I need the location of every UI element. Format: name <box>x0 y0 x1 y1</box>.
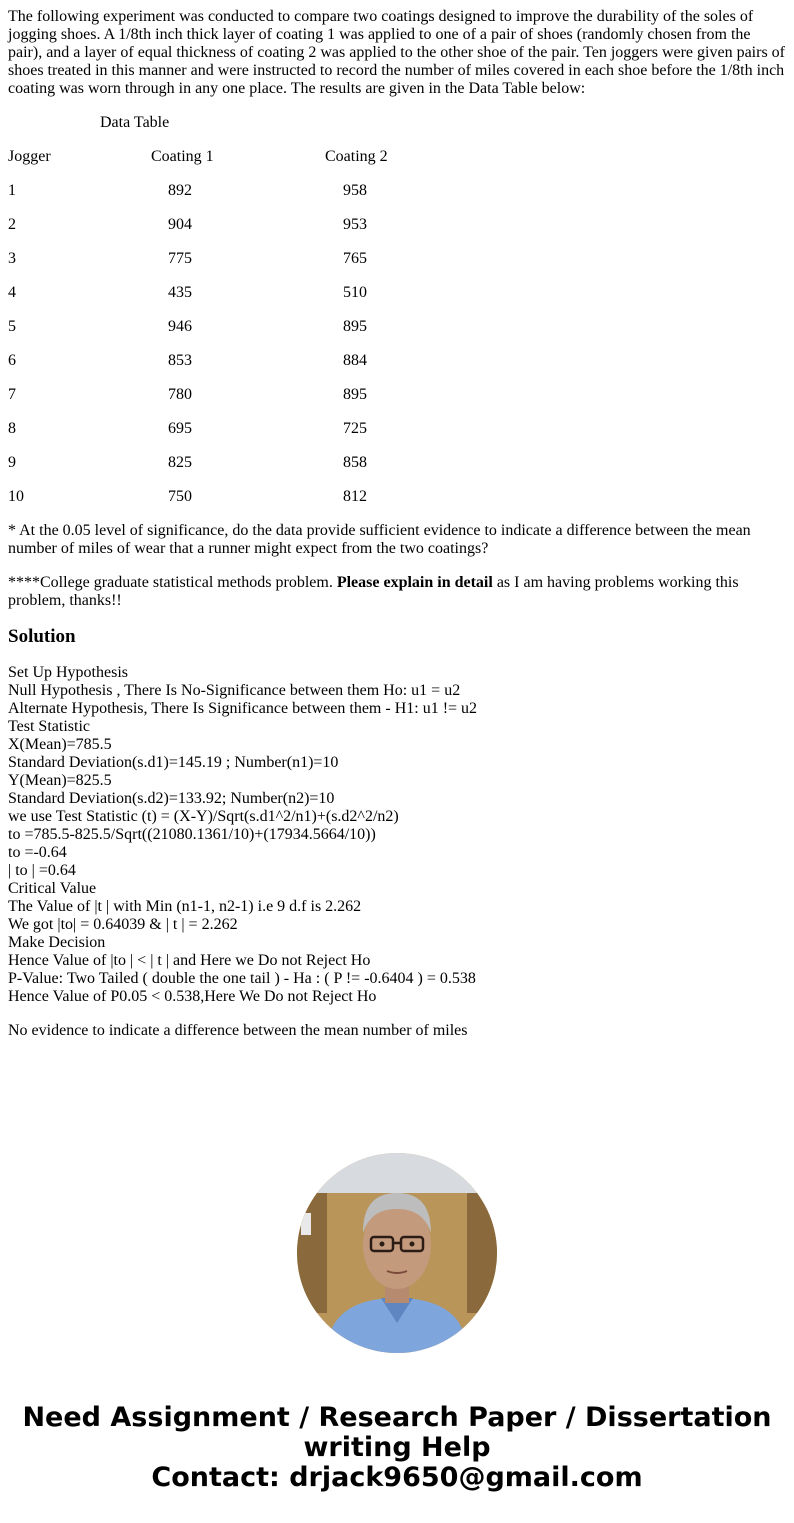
note-prefix: ****College graduate statistical methods problem. <box>8 574 337 591</box>
solution-line: Critical Value <box>8 880 97 897</box>
data-table-row <box>8 454 788 472</box>
solution-line: Y(Mean)=825.5 <box>8 772 112 789</box>
coating-1-cell: 750 <box>168 488 192 505</box>
solution-line: we use Test Statistic (t) = (X-Y)/Sqrt(s.d1^2/n1)+(s.d2^2/n2) <box>8 808 399 825</box>
solution-line: X(Mean)=785.5 <box>8 736 112 753</box>
solution-conclusion: No evidence to indicate a difference between the mean number of miles <box>8 1022 468 1039</box>
header-coating-2: Coating 2 <box>325 148 388 165</box>
coating-1-cell: 780 <box>168 386 192 403</box>
header-jogger: Jogger <box>8 148 51 165</box>
coating-2-cell: 958 <box>343 182 367 199</box>
jogger-cell: 1 <box>8 182 16 199</box>
promo-banner <box>0 1403 794 1493</box>
solution-line: | to | =0.64 <box>8 862 76 879</box>
coating-2-cell: 858 <box>343 454 367 471</box>
coating-2-cell: 725 <box>343 420 367 437</box>
solution-line: P-Value: Two Tailed ( double the one tail ) - Ha : ( P != -0.6404 ) = 0.538 <box>8 970 476 987</box>
data-table-row <box>8 318 788 336</box>
coating-2-cell: 953 <box>343 216 367 233</box>
coating-1-cell: 853 <box>168 352 192 369</box>
jogger-cell: 2 <box>8 216 16 233</box>
coating-1-cell: 946 <box>168 318 192 335</box>
solution-heading: Solution <box>8 626 76 647</box>
jogger-cell: 5 <box>8 318 16 335</box>
data-table-row <box>8 488 788 506</box>
coating-1-cell: 904 <box>168 216 192 233</box>
solution-line: Standard Deviation(s.d1)=145.19 ; Number(n1)=10 <box>8 754 339 771</box>
data-table-body <box>8 182 788 506</box>
jogger-cell: 10 <box>8 488 24 505</box>
question-intro: The following experiment was conducted to compare two coatings designed to improve the durability of the soles of jogging shoes. A 1/8th inch thick layer of coating 1 was applied to one of a pair of shoes (randomly chosen from the pair), and a layer of equal thickness of coating 2 was applied to the other shoe of the pair. Ten joggers were given pairs of shoes treated in this manner and were instructed to record the number of miles covered in each shoe before the 1/8th inch coating was worn through in any one place. The results are given in the Data Table below: <box>8 8 785 97</box>
header-coating-1: Coating 1 <box>151 148 214 165</box>
solution-line: to =785.5-825.5/Sqrt((21080.1361/10)+(17934.5664/10)) <box>8 826 376 843</box>
solution-line: Hence Value of P0.05 < 0.538,Here We Do not Reject Ho <box>8 988 377 1005</box>
jogger-cell: 8 <box>8 420 16 437</box>
promo-contact: Contact: drjack9650@gmail.com <box>151 1462 643 1493</box>
data-table-row <box>8 216 788 234</box>
promo-line-2: writing Help <box>303 1432 491 1463</box>
solution-body <box>8 664 788 1006</box>
question-note <box>8 574 788 610</box>
jogger-cell: 3 <box>8 250 16 267</box>
coating-2-cell: 895 <box>343 318 367 335</box>
solution-line: Standard Deviation(s.d2)=133.92; Number(n2)=10 <box>8 790 335 807</box>
note-bold: Please explain in detail <box>336 574 493 591</box>
note-suffix: as I am having problems working this problem, thanks!! <box>8 574 739 609</box>
question-prompt: * At the 0.05 level of significance, do the data provide sufficient evidence to indicate a difference between the mean number of miles of wear that a runner might expect from the two coatings? <box>8 522 751 557</box>
solution-line: Set Up Hypothesis <box>8 664 128 681</box>
jogger-cell: 9 <box>8 454 16 471</box>
coating-2-cell: 884 <box>343 352 367 369</box>
coating-1-cell: 695 <box>168 420 192 437</box>
data-table-row <box>8 386 788 404</box>
jogger-cell: 4 <box>8 284 16 301</box>
coating-1-cell: 435 <box>168 284 192 301</box>
solution-line: We got |to| = 0.64039 & | t | = 2.262 <box>8 916 238 933</box>
data-table-row <box>8 352 788 370</box>
solution-line: Test Statistic <box>8 718 90 735</box>
solution-line: Alternate Hypothesis, There Is Significance between them - H1: u1 != u2 <box>8 700 478 717</box>
solution-line: The Value of |t | with Min (n1-1, n2-1) i.e 9 d.f is 2.262 <box>8 898 362 915</box>
data-table-header-row <box>8 148 788 166</box>
question-content <box>8 8 788 1056</box>
solution-line: Null Hypothesis , There Is No-Significance between them Ho: u1 = u2 <box>8 682 461 699</box>
coating-2-cell: 765 <box>343 250 367 267</box>
coating-2-cell: 895 <box>343 386 367 403</box>
data-table-row <box>8 420 788 438</box>
solution-line: to =-0.64 <box>8 844 67 861</box>
data-table-row <box>8 250 788 268</box>
coating-1-cell: 825 <box>168 454 192 471</box>
promo-line-1: Need Assignment / Research Paper / Dissertation <box>22 1402 772 1433</box>
solution-line: Hence Value of |to | < | t | and Here we Do not Reject Ho <box>8 952 371 969</box>
data-table-row <box>8 182 788 200</box>
jogger-cell: 7 <box>8 386 16 403</box>
jogger-cell: 6 <box>8 352 16 369</box>
data-table-row <box>8 284 788 302</box>
coating-2-cell: 510 <box>343 284 367 301</box>
coating-1-cell: 775 <box>168 250 192 267</box>
coating-1-cell: 892 <box>168 182 192 199</box>
tutor-avatar <box>297 1153 497 1353</box>
coating-2-cell: 812 <box>343 488 367 505</box>
tutor-portrait-icon <box>297 1153 497 1353</box>
solution-line: Make Decision <box>8 934 106 951</box>
data-table-title: Data Table <box>100 114 170 131</box>
